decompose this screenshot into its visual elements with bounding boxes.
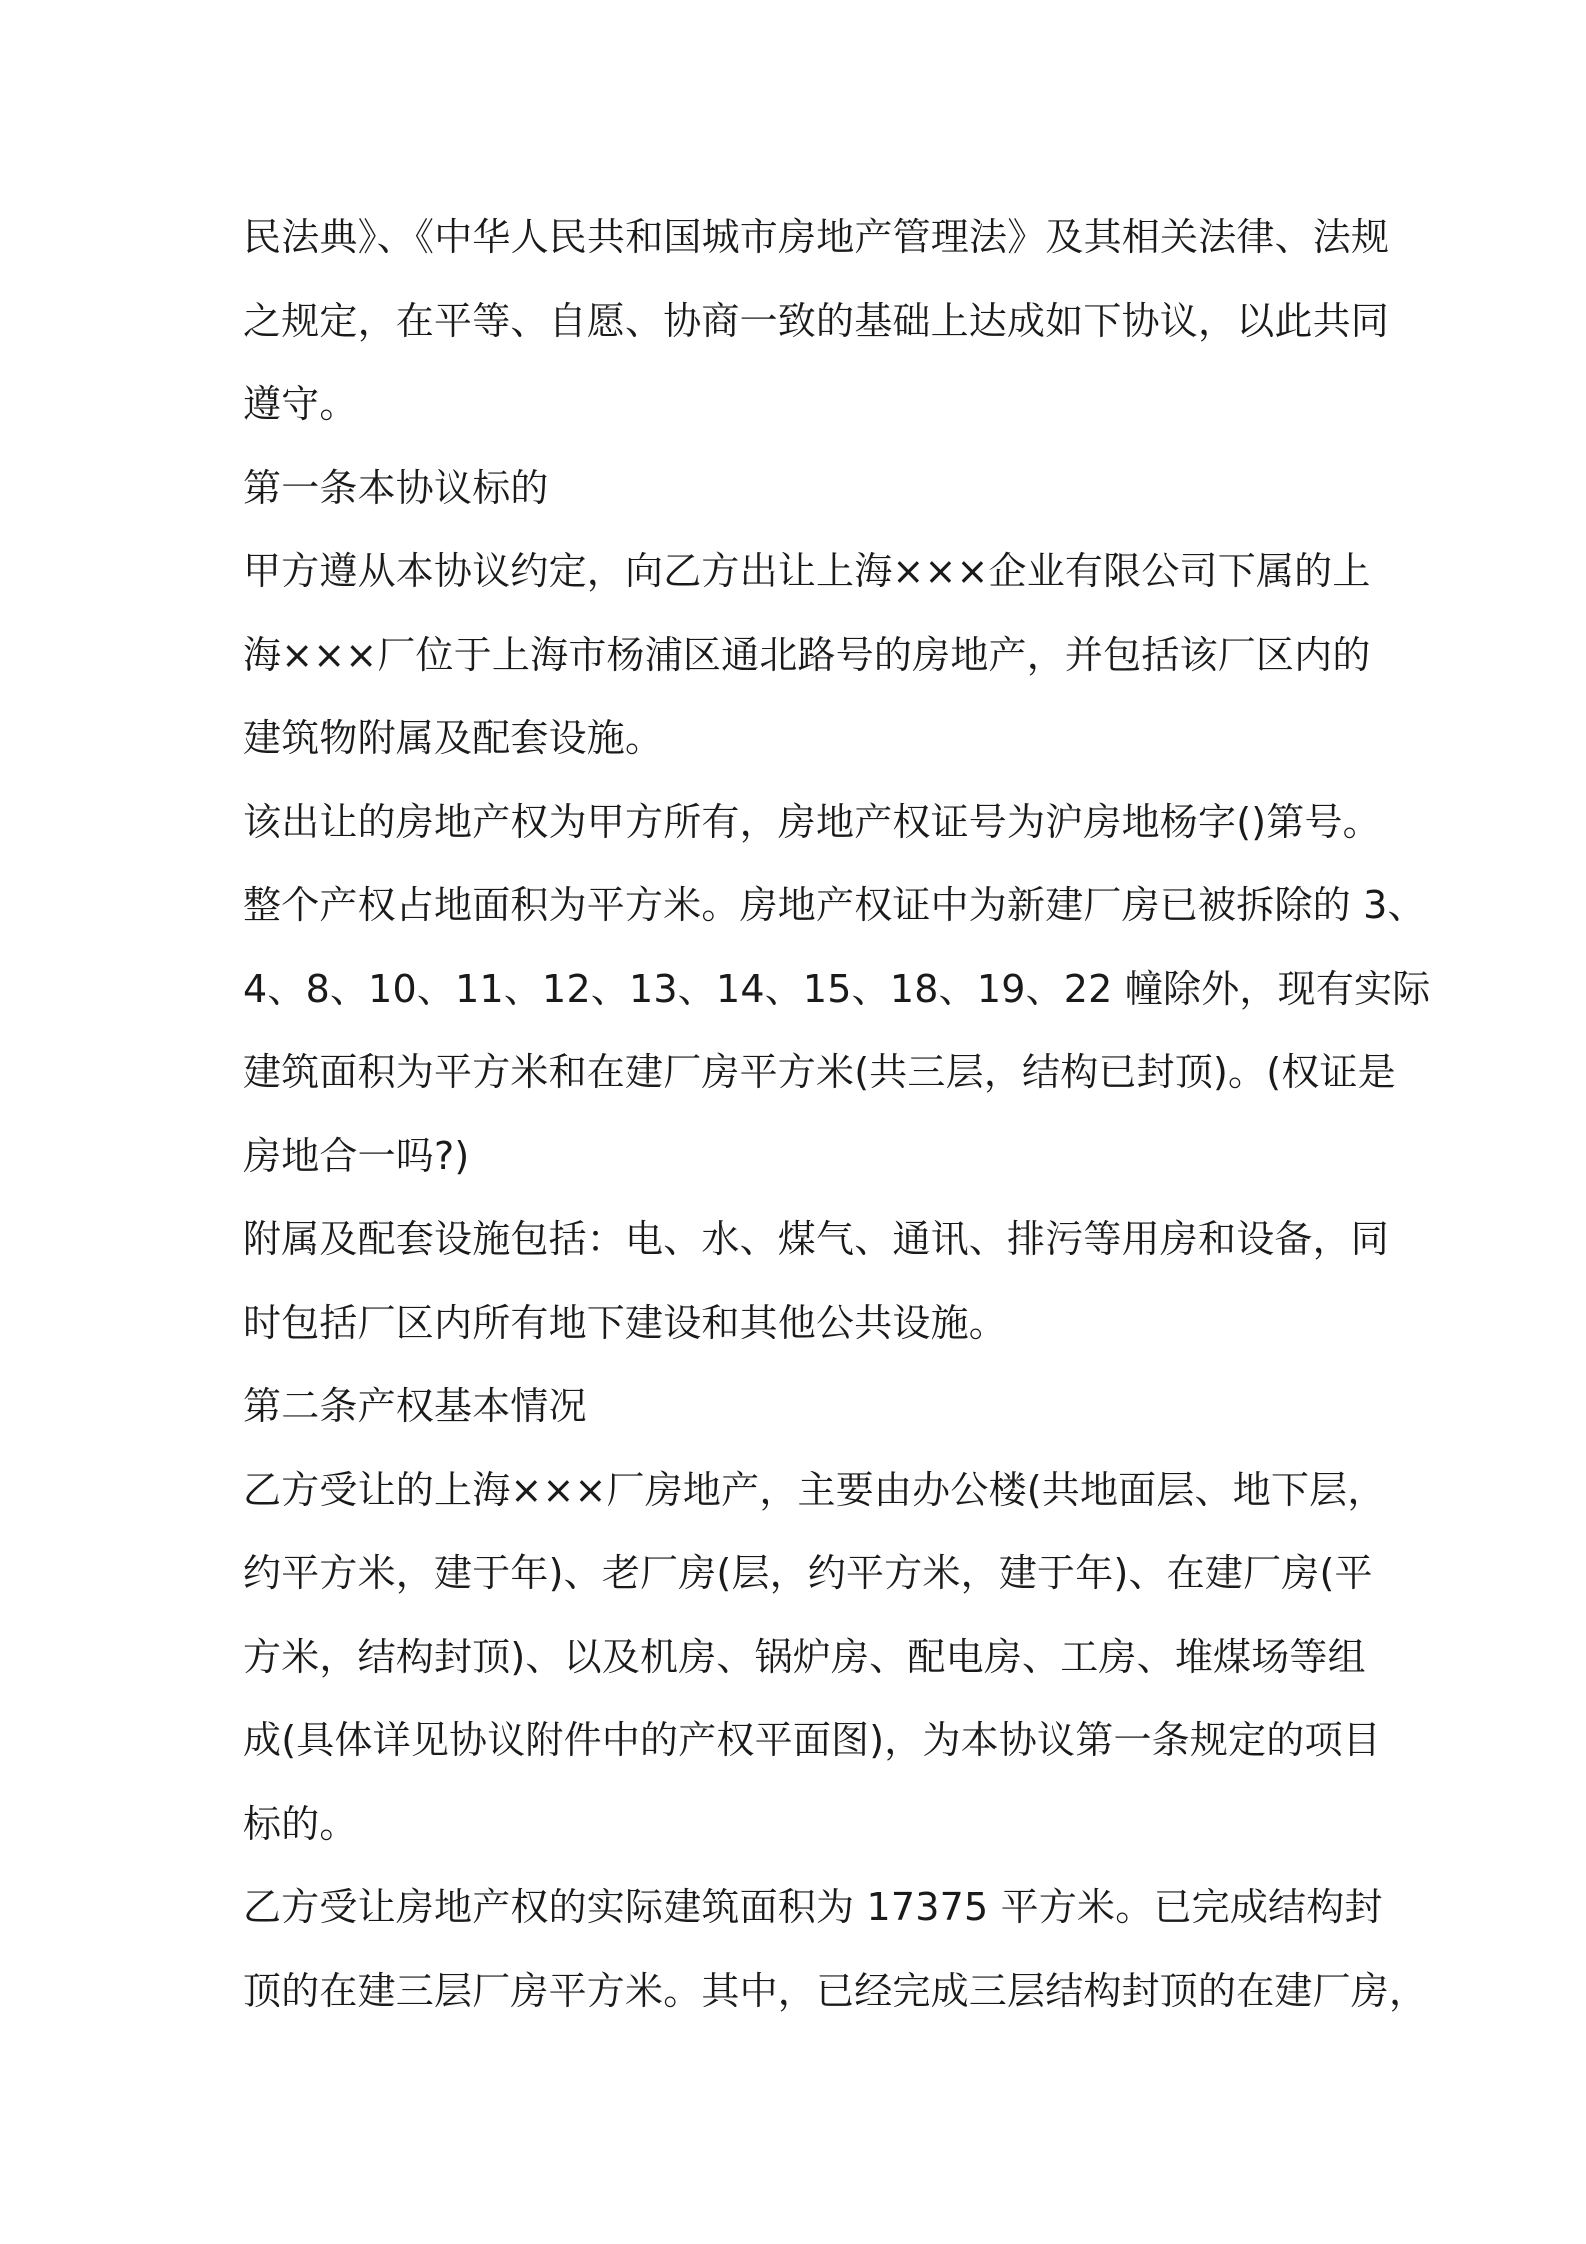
text-line: 该出让的房地产权为甲方所有，房地产权证号为沪房地杨字()第号。 <box>243 799 1381 844</box>
text-line: 房地合一吗?) <box>243 1133 470 1178</box>
text-line: 时包括厂区内所有地下建设和其他公共设施。 <box>243 1300 1008 1345</box>
text-line: 海×××厂位于上海市杨浦区通北路号的房地产，并包括该厂区内的 <box>243 632 1371 677</box>
text-line: 之规定，在平等、自愿、协商一致的基础上达成如下协议，以此共同 <box>243 298 1390 343</box>
text-line: 附属及配套设施包括：电、水、煤气、通讯、排污等用房和设备，同 <box>243 1217 1390 1261</box>
text-line: 乙方受让房地产权的实际建筑面积为 17375 平方米。已完成结构封 <box>243 1885 1383 1929</box>
article-heading-1: 第一条本协议标的 <box>243 465 549 510</box>
text-line: 甲方遵从本协议约定，向乙方出让上海×××企业有限公司下属的上 <box>243 549 1371 593</box>
article-heading-2: 第二条产权基本情况 <box>243 1384 587 1428</box>
text-line: 4、8、10、11、12、13、14、15、18、19、22 幢除外，现有实际 <box>243 966 1431 1011</box>
text-line: 顶的在建三层厂房平方米。其中，已经完成三层结构封顶的在建厂房， <box>243 1968 1428 2013</box>
text-line: 成(具体详见协议附件中的产权平面图)，为本协议第一条规定的项目 <box>243 1718 1381 1762</box>
text-line: 乙方受让的上海×××厂房地产，主要由办公楼(共地面层、地下层， <box>243 1467 1386 1512</box>
text-line: 遵守。 <box>243 382 358 426</box>
text-line: 方米，结构封顶)、以及机房、锅炉房、配电房、工房、堆煤场等组 <box>243 1634 1366 1679</box>
text-line: 整个产权占地面积为平方米。房地产权证中为新建厂房已被拆除的 3、 <box>243 883 1426 927</box>
text-line: 民法典》、《中华人民共和国城市房地产管理法》及其相关法律、法规 <box>243 215 1390 259</box>
text-line: 建筑面积为平方米和在建厂房平方米(共三层，结构已封顶)。(权证是 <box>243 1050 1396 1094</box>
text-line: 约平方米，建于年)、老厂房(层，约平方米，建于年)、在建厂房(平 <box>243 1551 1373 1595</box>
document-body <box>243 196 1431 2033</box>
text-line: 标的。 <box>243 1801 358 1846</box>
text-line: 建筑物附属及配套设施。 <box>243 716 664 760</box>
